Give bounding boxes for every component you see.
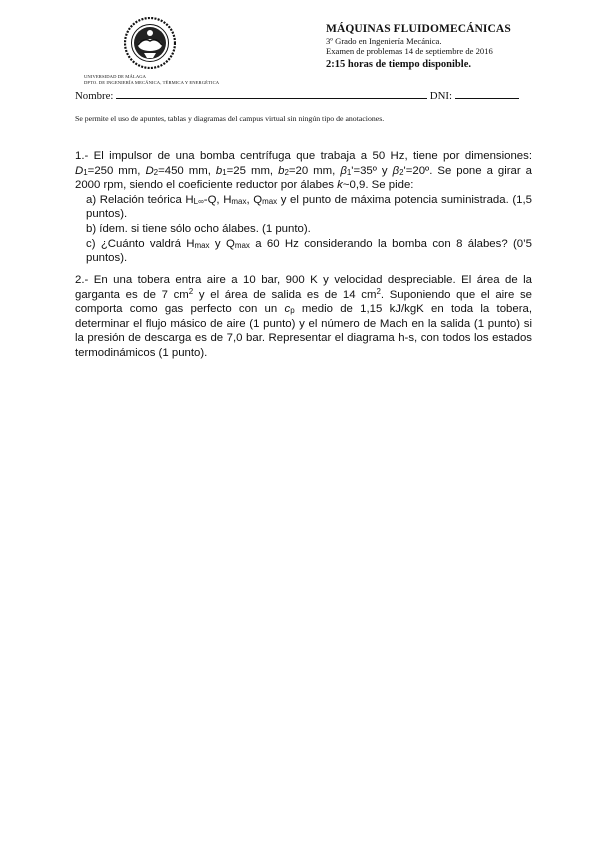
problem-1 [75, 149, 532, 266]
problem2-text-2: y el área de salida es de 14 cm [193, 288, 377, 301]
val-b1: =25 mm, [226, 164, 279, 177]
var-D2: D [145, 164, 154, 177]
var-b1-sub: 1 [222, 167, 227, 177]
var-b2: b [278, 164, 285, 177]
var-b2-sub: 2 [284, 167, 289, 177]
part-a-sub1: L∞ [193, 196, 204, 206]
degree-line: 3º Grado en Ingeniería Mecánica. [326, 36, 442, 46]
part-c-rest: a 60 Hz considerando la bomba con 8 álabes? (0’5 puntos). [86, 237, 532, 265]
problem1-intro: 1.- El impulsor de una bomba centrífuga que trabaja a 50 Hz, tiene por dimensiones: [75, 150, 532, 162]
var-D2-sub: 2 [153, 167, 159, 177]
university-seal-logo [124, 17, 176, 69]
var-beta2-sub: 2 [399, 167, 404, 177]
part-c-prefix: c) ¿Cuánto valdrá H [86, 237, 195, 250]
part-a-mid1: -Q, H [203, 193, 232, 206]
val-k: ~0,9. Se pide: [342, 179, 414, 192]
problem1-part-a [75, 193, 532, 222]
var-beta1: β [340, 164, 347, 177]
student-info-row [75, 89, 535, 102]
var-D1: D [75, 164, 84, 177]
problem2-text-4: medio de 1,15 kJ/kgK en toda la tobera, determinar el flujo másico de aire (1 punto) y el número de Mach en la salida (1 punto) si la presión de descarga es de 7,0 bar. Representar el diagrama h-s, con todos los estados termodinámicos (1 punto). [75, 303, 532, 359]
var-k: k [337, 179, 343, 192]
part-a-rest: y el punto de máxima potencia suministrada. (1,5 puntos). [86, 193, 532, 221]
permitted-materials-note: Se permite el uso de apuntes, tablas y diagramas del campus virtual sin ningún tipo de anotaciones. [75, 114, 385, 123]
var-b1: b [215, 164, 223, 177]
var-D1-sub: 1 [83, 167, 88, 177]
part-a-prefix: a) Relación teórica H [86, 193, 194, 206]
time-available: 2:15 horas de tiempo disponible. [326, 58, 471, 70]
part-c-sub2: max [234, 240, 250, 250]
university-name: UNIVERSIDAD DE MÁLAGA [84, 74, 147, 79]
var-beta1-sub: 1 [346, 167, 352, 177]
var-beta2: β [392, 164, 400, 177]
problem2-sup-1: 2 [188, 286, 194, 296]
problem2-text-3: . Suponiendo que el aire se comporta como gas perfecto con un [75, 288, 532, 316]
problem2-sup-2: 2 [376, 286, 381, 296]
dni-label: DNI: [429, 90, 452, 102]
part-c-sub1: max [194, 240, 210, 250]
var-cp-sub: p [290, 306, 295, 316]
university-department-header [84, 74, 219, 85]
part-a-sub2: max [231, 196, 247, 206]
val-b2: =20 mm, [288, 164, 341, 177]
var-cp: c [284, 303, 291, 316]
part-a-sub3: max [262, 196, 278, 206]
val-beta1: '=35º y [351, 164, 393, 177]
exam-info-line: Examen de problemas 14 de septiembre de 2016 [326, 46, 493, 57]
name-field[interactable] [116, 89, 427, 99]
problem1-part-c [75, 237, 532, 266]
val-D1: =250 mm, [87, 164, 146, 177]
course-title: MÁQUINAS FLUIDOMECÁNICAS [326, 23, 511, 35]
name-label: Nombre: [75, 90, 114, 102]
department-name: DPTO. DE INGENIERÍA MECÁNICA, TÉRMICA Y ENERGÉTICA [84, 79, 220, 85]
val-beta2: '=20º. Se pone a girar a 2000 rpm, siendo el coeficiente reductor por álabes [75, 164, 533, 192]
part-a-mid2: , Q [246, 193, 263, 206]
problem2-text-1: 2.- En una tobera entra aire a 10 bar, 900 K y velocidad despreciable. El área de la garganta es de 7 cm [75, 274, 532, 301]
problem1-part-b: b) ídem. si tiene sólo ocho álabes. (1 punto). [86, 222, 311, 235]
exam-title-block [326, 23, 586, 71]
part-c-mid: y Q [209, 237, 235, 250]
val-D2: =450 mm, [158, 164, 216, 177]
problem-2 [75, 273, 532, 361]
dni-field[interactable] [455, 89, 519, 99]
